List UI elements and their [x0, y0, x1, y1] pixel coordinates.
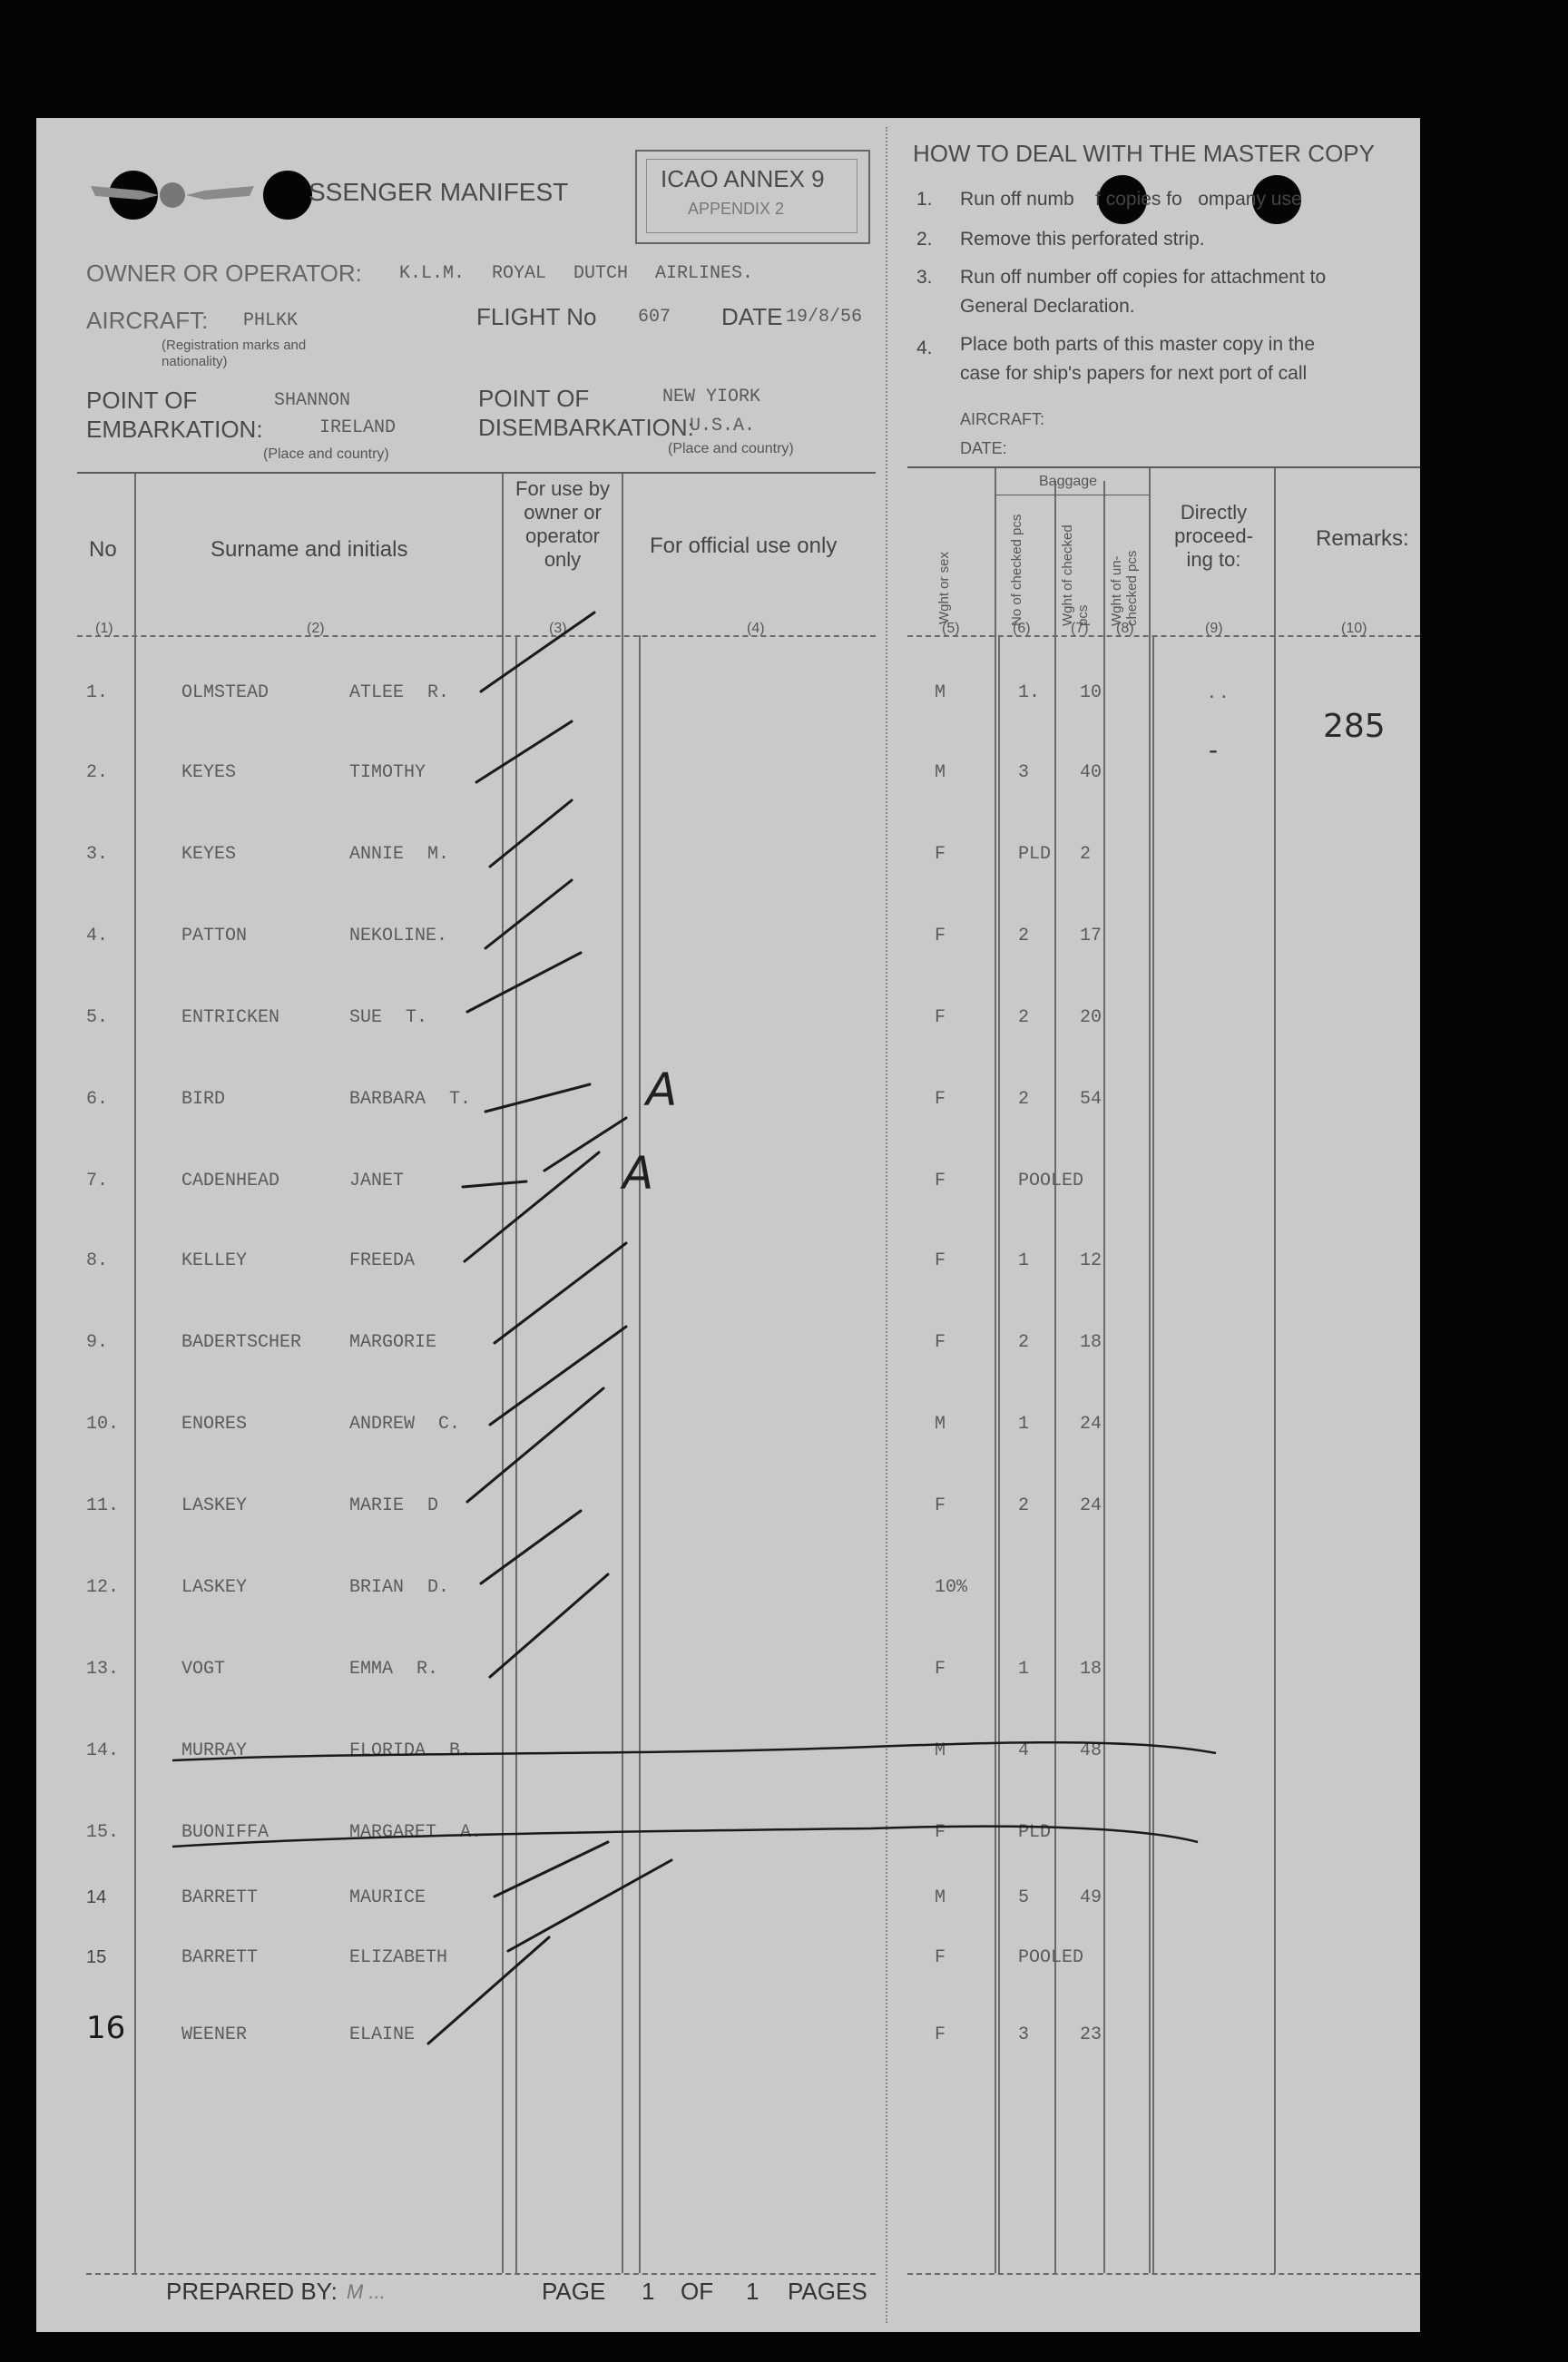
- col-header-unchecked-wt: Wght of un-checked pcs: [1109, 550, 1140, 626]
- col-header-surname: Surname and initials: [211, 537, 408, 562]
- col-header-proceeding: Directly proceed-ing to:: [1174, 501, 1253, 571]
- passenger-sex: F: [935, 1495, 946, 1516]
- baggage-weight: 2: [1080, 844, 1092, 865]
- disembark-label-2: DISEMBARKATION:: [478, 414, 694, 441]
- row-number: 12.: [86, 1577, 120, 1598]
- passenger-sex: F: [935, 1171, 946, 1191]
- passenger-surname: OLMSTEAD: [181, 682, 270, 703]
- passenger-sex: F: [935, 2024, 946, 2045]
- passenger-sex: F: [935, 1659, 946, 1680]
- passenger-initials: ANNIE M.: [349, 844, 450, 865]
- instruction-4-text: Place both parts of this master copy in the: [960, 334, 1316, 355]
- col-header-no: No: [89, 537, 117, 562]
- passenger-sex: 10%: [935, 1577, 968, 1598]
- owner-label: OWNER OR OPERATOR:: [86, 260, 362, 287]
- passenger-surname: BADERTSCHER: [181, 1332, 302, 1353]
- passenger-initials: MARGORIE: [349, 1332, 437, 1353]
- col-index-6: (6): [1013, 621, 1031, 636]
- baggage-pieces: 1: [1018, 1414, 1030, 1435]
- col-header-checked-wt: Wght of checked pcs: [1060, 524, 1091, 626]
- col-header-official: For official use only: [650, 534, 838, 558]
- instruction-1-num: 1.: [916, 189, 933, 210]
- passenger-initials: FLORIDA B.: [349, 1740, 472, 1761]
- annex-line-2: APPENDIX 2: [688, 200, 785, 218]
- page-number: 1: [642, 2278, 655, 2305]
- disembark-note: (Place and country): [668, 441, 794, 456]
- row-number: 11.: [86, 1495, 120, 1516]
- row-number: 13.: [86, 1659, 120, 1680]
- col-index-9: (9): [1205, 621, 1223, 636]
- passenger-initials: ATLEE R.: [349, 682, 450, 703]
- row-number: 1.: [86, 682, 109, 703]
- col-index-8: (8): [1116, 621, 1134, 636]
- passenger-surname: VOGT: [181, 1659, 226, 1680]
- passenger-sex: M: [935, 1414, 946, 1435]
- passenger-surname: BIRD: [181, 1089, 226, 1110]
- passenger-initials: ANDREW C.: [349, 1414, 461, 1435]
- row-number: 10.: [86, 1414, 120, 1435]
- passenger-surname: KEYES: [181, 762, 237, 783]
- row-number: 6.: [86, 1089, 109, 1110]
- col-header-weight-sex: Wght or sex: [936, 551, 952, 624]
- pages-number: 1: [746, 2278, 760, 2305]
- passenger-surname: KELLEY: [181, 1250, 248, 1271]
- baggage-weight: 18: [1080, 1332, 1102, 1353]
- baggage-pieces: 3: [1018, 762, 1030, 783]
- instruction-3-text: Run off number off copies for attachment to: [960, 267, 1327, 288]
- col-header-baggage: Baggage: [1039, 474, 1098, 489]
- baggage-pieces: 2: [1018, 1332, 1030, 1353]
- baggage-pieces: 1: [1018, 1659, 1030, 1680]
- disembark-country: U.S.A.: [690, 416, 756, 436]
- col-index-7: (7): [1071, 621, 1089, 636]
- baggage-pieces: POOLED: [1018, 1171, 1084, 1191]
- passenger-initials: MARGARET A.: [349, 1822, 483, 1843]
- instruction-4-num: 4.: [916, 338, 933, 358]
- passenger-sex: F: [935, 1947, 946, 1968]
- passenger-sex: M: [935, 682, 946, 703]
- instruction-4-text2: case for ship's papers for next port of call: [960, 363, 1308, 384]
- baggage-pieces: 3: [1018, 2024, 1030, 2045]
- prepared-by-label: PREPARED BY:: [166, 2278, 338, 2305]
- baggage-pieces: POOLED: [1018, 1947, 1084, 1968]
- instruction-2-num: 2.: [916, 229, 933, 250]
- embark-label-2: EMBARKATION:: [86, 416, 263, 443]
- aircraft-label: AIRCRAFT:: [86, 307, 209, 334]
- flight-value: 607: [638, 307, 671, 328]
- passenger-surname: PATTON: [181, 926, 248, 946]
- baggage-weight: 12: [1080, 1250, 1102, 1271]
- flight-label: FLIGHT No: [476, 303, 597, 330]
- passenger-initials: SUE T.: [349, 1007, 428, 1028]
- passenger-surname: BARRETT: [181, 1887, 259, 1908]
- passenger-initials: FREEDA: [349, 1250, 416, 1271]
- instruction-1-text: Run off numb f copies fo ompany use: [960, 189, 1302, 210]
- instructions-title: HOW TO DEAL WITH THE MASTER COPY: [913, 140, 1375, 167]
- row-number: 5.: [86, 1007, 109, 1028]
- row-number: 14: [86, 1887, 107, 1907]
- col-header-checked-pcs: No of checked pcs: [1009, 514, 1024, 626]
- embark-city: SHANNON: [274, 390, 351, 411]
- baggage-weight: 48: [1080, 1740, 1102, 1761]
- col-index-5: (5): [942, 621, 960, 636]
- of-label: OF: [681, 2278, 714, 2305]
- baggage-pieces: 2: [1018, 926, 1030, 946]
- page-label: PAGE: [542, 2278, 606, 2305]
- baggage-weight: 40: [1080, 762, 1102, 783]
- disembark-label-1: POINT OF: [478, 385, 590, 412]
- baggage-weight: 24: [1080, 1414, 1102, 1435]
- passenger-sex: F: [935, 1250, 946, 1271]
- passenger-surname: WEENER: [181, 2024, 248, 2045]
- col-header-operator: For use by owner or operator only: [515, 477, 610, 571]
- row-number: 9.: [86, 1332, 109, 1353]
- prepared-by-signature: M ...: [347, 2280, 386, 2303]
- baggage-pieces: 1.: [1018, 682, 1041, 703]
- row-number: 16: [86, 2010, 126, 2046]
- passenger-initials: ELIZABETH: [349, 1947, 448, 1968]
- passenger-sex: M: [935, 762, 946, 783]
- baggage-weight: 18: [1080, 1659, 1102, 1680]
- passenger-surname: BARRETT: [181, 1947, 259, 1968]
- baggage-pieces: 1: [1018, 1250, 1030, 1271]
- passenger-initials: ELAINE: [349, 2024, 416, 2045]
- passenger-surname: ENTRICKEN: [181, 1007, 280, 1028]
- col-index-4: (4): [747, 621, 765, 636]
- handwritten-mark-a: A: [622, 1147, 654, 1200]
- baggage-weight: 54: [1080, 1089, 1102, 1110]
- passenger-initials: MAURICE: [349, 1887, 426, 1908]
- passenger-sex: F: [935, 1089, 946, 1110]
- col-header-remarks: Remarks:: [1316, 526, 1409, 551]
- passenger-initials: NEKOLINE.: [349, 926, 448, 946]
- annex-line-1: ICAO ANNEX 9: [661, 165, 825, 192]
- baggage-weight: 10: [1080, 682, 1102, 703]
- baggage-pieces: 4: [1018, 1740, 1030, 1761]
- row-number: 14.: [86, 1740, 120, 1761]
- baggage-pieces: PLD: [1018, 1822, 1052, 1843]
- passenger-surname: LASKEY: [181, 1495, 248, 1516]
- passenger-surname: KEYES: [181, 844, 237, 865]
- instruction-3-num: 3.: [916, 267, 933, 288]
- passenger-sex: M: [935, 1887, 946, 1908]
- embark-country: IRELAND: [319, 417, 397, 438]
- baggage-weight: 17: [1080, 926, 1102, 946]
- proceeding-dash: -: [1209, 735, 1218, 765]
- row-number: 8.: [86, 1250, 109, 1271]
- baggage-pieces: 5: [1018, 1887, 1030, 1908]
- date-value: 19/8/56: [786, 307, 863, 328]
- aircraft-value: PHLKK: [243, 310, 299, 331]
- owner-value: K.L.M. ROYAL DUTCH AIRLINES.: [399, 263, 754, 284]
- passenger-initials: EMMA R.: [349, 1659, 439, 1680]
- passenger-sex: F: [935, 844, 946, 865]
- disembark-city: NEW YIORK: [662, 387, 761, 407]
- col-index-2: (2): [307, 621, 325, 636]
- baggage-weight: 24: [1080, 1495, 1102, 1516]
- col-index-3: (3): [549, 621, 567, 636]
- passenger-surname: BUONIFFA: [181, 1822, 270, 1843]
- pages-label: PAGES: [788, 2278, 867, 2305]
- row-number: 4.: [86, 926, 109, 946]
- passenger-sex: M: [935, 1740, 946, 1761]
- instruction-3-text2: General Declaration.: [960, 296, 1135, 317]
- passenger-surname: LASKEY: [181, 1577, 248, 1598]
- col-index-10: (10): [1341, 621, 1367, 636]
- instruction-2-text: Remove this perforated strip.: [960, 229, 1205, 250]
- passenger-surname: CADENHEAD: [181, 1171, 280, 1191]
- manifest-title: SSENGER MANIFEST: [309, 178, 569, 206]
- passenger-sex: F: [935, 926, 946, 946]
- passenger-initials: BARBARA T.: [349, 1089, 472, 1110]
- proceeding-dots: . .: [1209, 679, 1228, 703]
- date-label: DATE: [721, 303, 783, 330]
- handwritten-mark-a: A: [646, 1063, 678, 1116]
- embark-label-1: POINT OF: [86, 387, 198, 414]
- row-number: 15.: [86, 1822, 120, 1843]
- baggage-pieces: PLD: [1018, 844, 1052, 865]
- embark-note: (Place and country): [263, 446, 389, 462]
- passenger-initials: JANET: [349, 1171, 405, 1191]
- passenger-sex: F: [935, 1007, 946, 1028]
- baggage-weight: 49: [1080, 1887, 1102, 1908]
- row-number: 15: [86, 1947, 107, 1967]
- passenger-surname: ENORES: [181, 1414, 248, 1435]
- baggage-weight: 23: [1080, 2024, 1102, 2045]
- passenger-initials: MARIE D: [349, 1495, 439, 1516]
- passenger-initials: BRIAN D.: [349, 1577, 450, 1598]
- baggage-pieces: 2: [1018, 1495, 1030, 1516]
- aircraft-note: (Registration marks and nationality): [162, 338, 307, 369]
- row-number: 2.: [86, 762, 109, 783]
- col-index-1: (1): [95, 621, 113, 636]
- passenger-initials: TIMOTHY: [349, 762, 426, 783]
- instr-date-label: DATE:: [960, 439, 1007, 457]
- baggage-weight: 20: [1080, 1007, 1102, 1028]
- baggage-pieces: 2: [1018, 1089, 1030, 1110]
- passenger-sex: F: [935, 1822, 946, 1843]
- row-number: 3.: [86, 844, 109, 865]
- baggage-pieces: 2: [1018, 1007, 1030, 1028]
- row-number: 7.: [86, 1171, 109, 1191]
- remarks-number: 285: [1323, 708, 1386, 745]
- instr-aircraft-label: AIRCRAFT:: [960, 410, 1045, 428]
- passenger-surname: MURRAY: [181, 1740, 248, 1761]
- passenger-sex: F: [935, 1332, 946, 1353]
